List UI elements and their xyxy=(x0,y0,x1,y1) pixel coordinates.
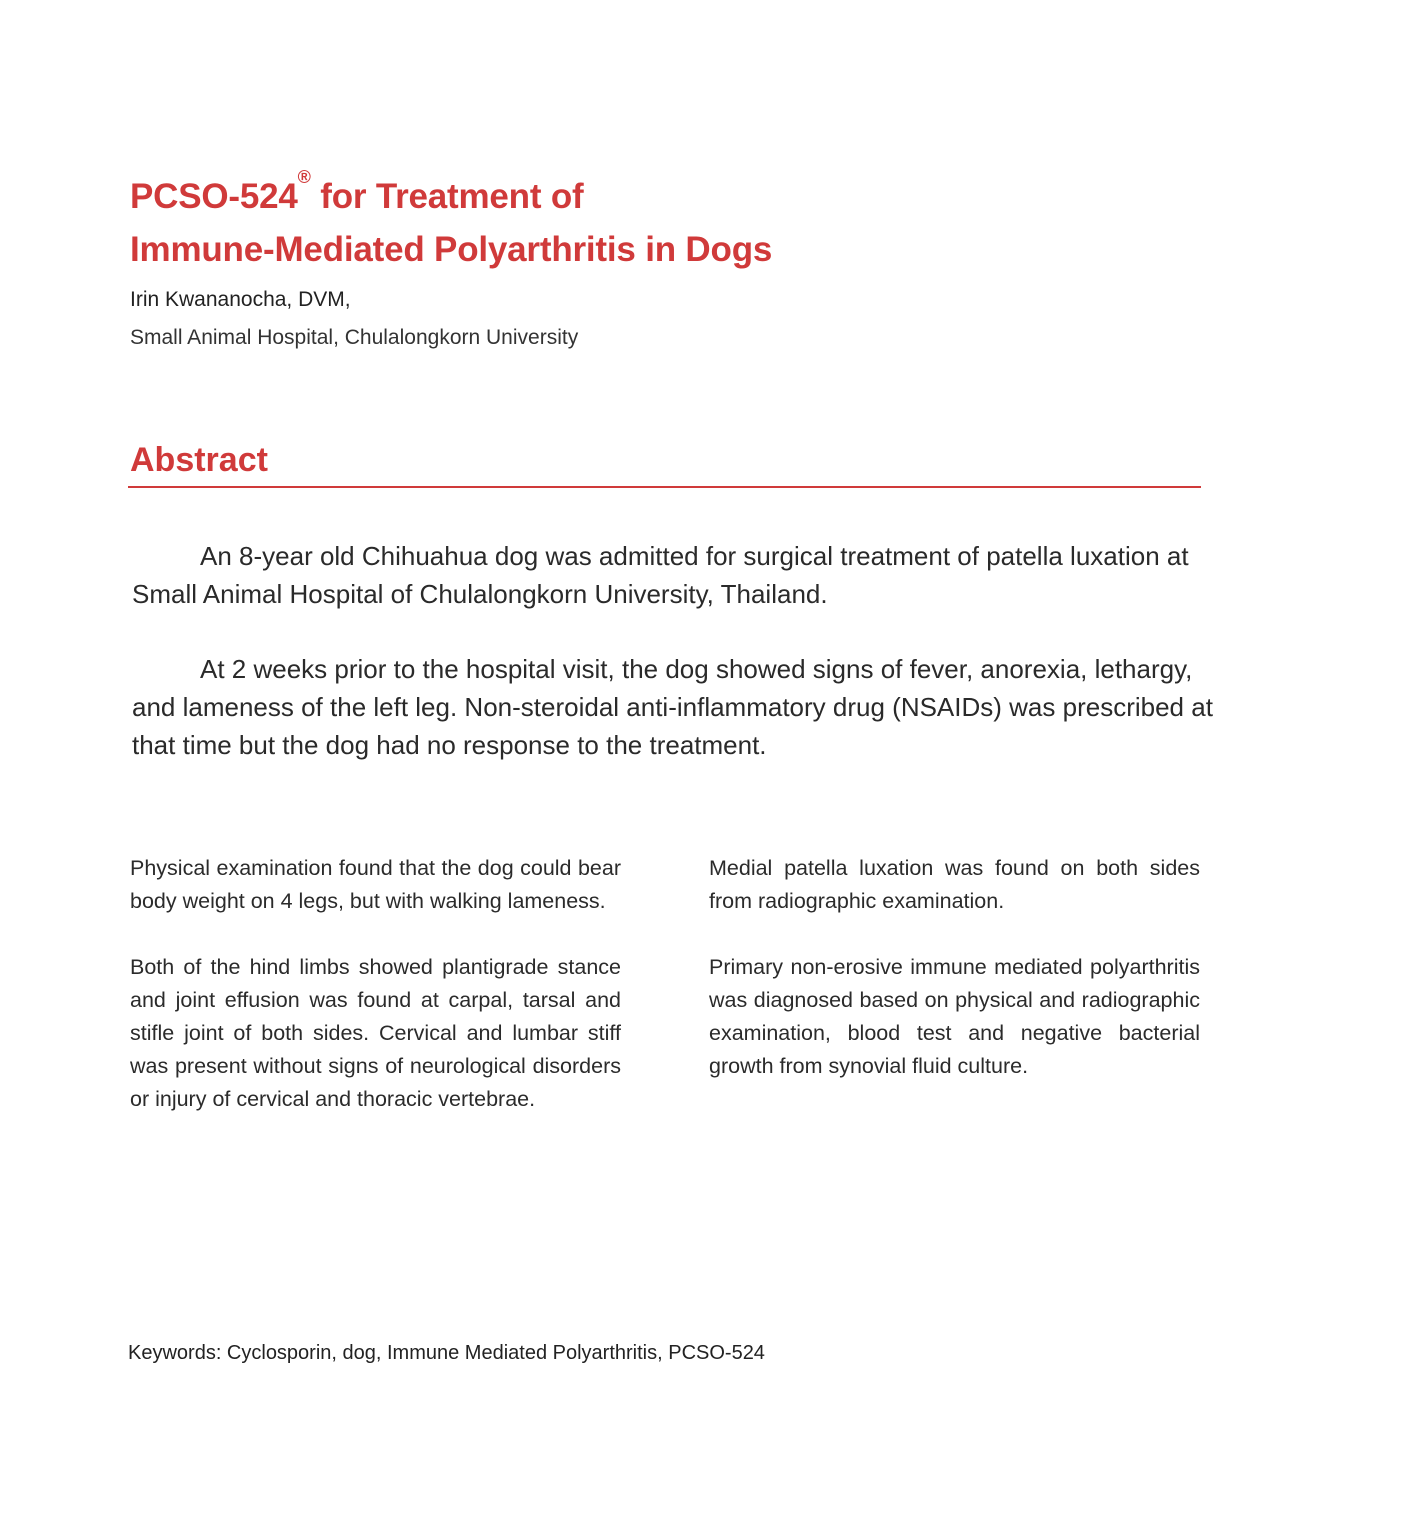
keywords-line: Keywords: Cyclosporin, dog, Immune Mediated Polyarthritis, PCSO-524 xyxy=(128,1342,765,1364)
abstract-divider xyxy=(128,486,1201,488)
abstract-paragraph-2: At 2 weeks prior to the hospital visit, the dog showed signs of fever, anorexia, lethargy, and lameness of the left leg. Non-steroidal anti-inflammatory drug (NSAIDs) was prescribed at that time but the dog had no response to the treatment. xyxy=(132,654,1213,760)
right-column-paragraph-2: Primary non-erosive immune mediated polyarthritis was diagnosed based on physical and radiographic examination, blood test and negative bacterial growth from synovial fluid culture. xyxy=(709,955,1200,1078)
title-line-2: Immune-Mediated Polyarthritis in Dogs xyxy=(130,230,773,269)
left-column xyxy=(130,852,621,1149)
right-column xyxy=(709,852,1200,1116)
left-column-paragraph-2: Both of the hind limbs showed plantigrade stance and joint effusion was found at carpal, tarsal and stifle joint of both sides. Cervical and lumbar stiff was present without signs of neurological disorders or injury of cervical and thoracic vertebrae. xyxy=(130,955,621,1111)
title-product-name: PCSO-524 xyxy=(130,177,298,216)
right-column-paragraph-1: Medial patella luxation was found on both sides from radiographic examination. xyxy=(709,856,1200,913)
title-line-1 xyxy=(130,167,772,223)
left-column-paragraph-1: Physical examination found that the dog could bear body weight on 4 legs, but with walking lameness. xyxy=(130,856,621,913)
title-line-1-suffix: for Treatment of xyxy=(310,177,584,216)
abstract-paragraph-1: An 8-year old Chihuahua dog was admitted for surgical treatment of patella luxation at Small Animal Hospital of Chulalongkorn University, Thailand. xyxy=(132,541,1189,609)
registered-mark: ® xyxy=(297,167,311,187)
author-name: Irin Kwananocha, DVM, xyxy=(130,288,351,311)
abstract-heading: Abstract xyxy=(130,441,268,479)
author-affiliation: Small Animal Hospital, Chulalongkorn University xyxy=(130,326,579,349)
article-title xyxy=(130,167,773,276)
